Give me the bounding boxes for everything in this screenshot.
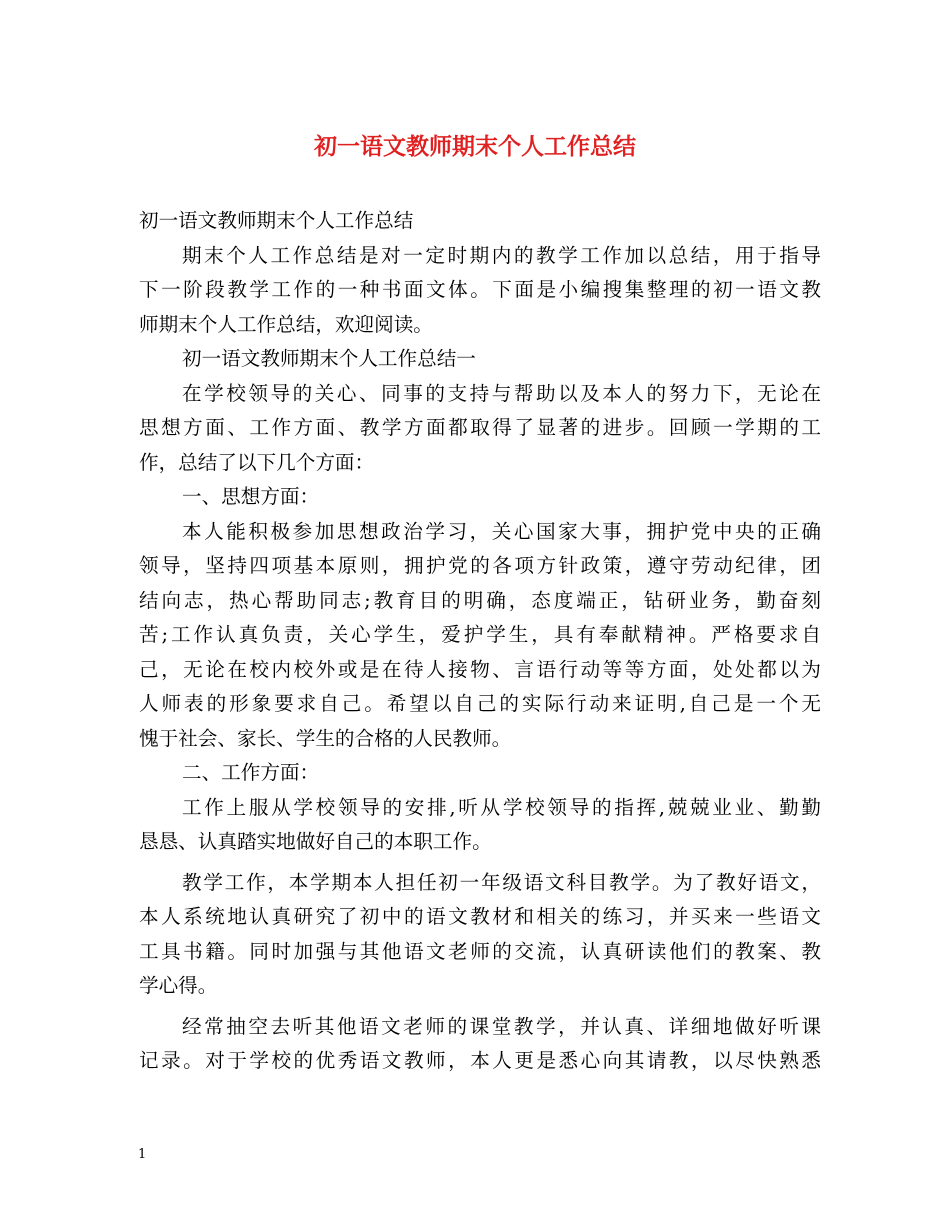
paragraph-line: 人师表的形象要求自己。希望以自己的实际行动来证明,自己是一个无 (139, 692, 821, 715)
paragraph-line: 本人系统地认真研究了初中的语文教材和相关的练习，并买来一些语文 (139, 905, 821, 928)
paragraph-line: 学心得。 (139, 974, 218, 997)
paragraph-line: 恳恳、认真踏实地做好自己的本职工作。 (139, 830, 492, 853)
section-heading: 二、工作方面： (182, 761, 320, 784)
paragraph-line: 教学工作，本学期本人担任初一年级语文科目教学。为了教好语文， (182, 870, 821, 894)
section-heading: 一、思想方面： (182, 485, 320, 508)
paragraph-line: 记录。对于学校的优秀语文教师，本人更是悉心向其请教，以尽快熟悉 (139, 1049, 821, 1072)
paragraph-line: 作，总结了以下几个方面： (139, 450, 375, 474)
paragraph-line: 经常抽空去听其他语文老师的课堂教学，并认真、详细地做好听课 (182, 1014, 821, 1038)
paragraph-line: 结向志，热心帮助同志;教育目的明确，态度端正，钻研业务，勤奋刻 (139, 588, 821, 612)
paragraph-line: 期末个人工作总结是对一定时期内的教学工作加以总结，用于指导 (182, 243, 821, 267)
paragraph-line: 苦;工作认真负责，关心学生，爱护学生，具有奉献精神。严格要求自 (139, 623, 821, 646)
paragraph-line: 在学校领导的关心、同事的支持与帮助以及本人的努力下，无论在 (182, 381, 821, 405)
paragraph-line: 工具书籍。同时加强与其他语文老师的交流，认真研读他们的教案、教 (139, 939, 821, 963)
paragraph-line: 本人能积极参加思想政治学习，关心国家大事，拥护党中央的正确 (182, 519, 821, 543)
paragraph-line: 师期末个人工作总结，欢迎阅读。 (139, 312, 433, 336)
doc-subtitle: 初一语文教师期末个人工作总结 (139, 209, 414, 232)
document-body (139, 204, 821, 1079)
paragraph-line: 己，无论在校内校外或是在待人接物、言语行动等等方面，处处都以为 (139, 657, 821, 681)
paragraph-line: 领导，坚持四项基本原则，拥护党的各项方针政策，遵守劳动纪律，团 (139, 554, 821, 577)
paragraph-line: 愧于社会、家长、学生的合格的人民教师。 (139, 726, 512, 750)
paragraph-line: 工作上服从学校领导的安排,听从学校领导的指挥,兢兢业业、勤勤 (182, 795, 821, 819)
page-number: 1 (138, 1147, 147, 1162)
page-title: 初一语文教师期末个人工作总结 (314, 133, 636, 160)
paragraph-line: 下一阶段教学工作的一种书面文体。下面是小编搜集整理的初一语文教 (139, 278, 821, 301)
paragraph-line: 思想方面、工作方面、教学方面都取得了显著的进步。回顾一学期的工 (139, 416, 821, 439)
section-heading: 初一语文教师期末个人工作总结一 (182, 347, 476, 370)
